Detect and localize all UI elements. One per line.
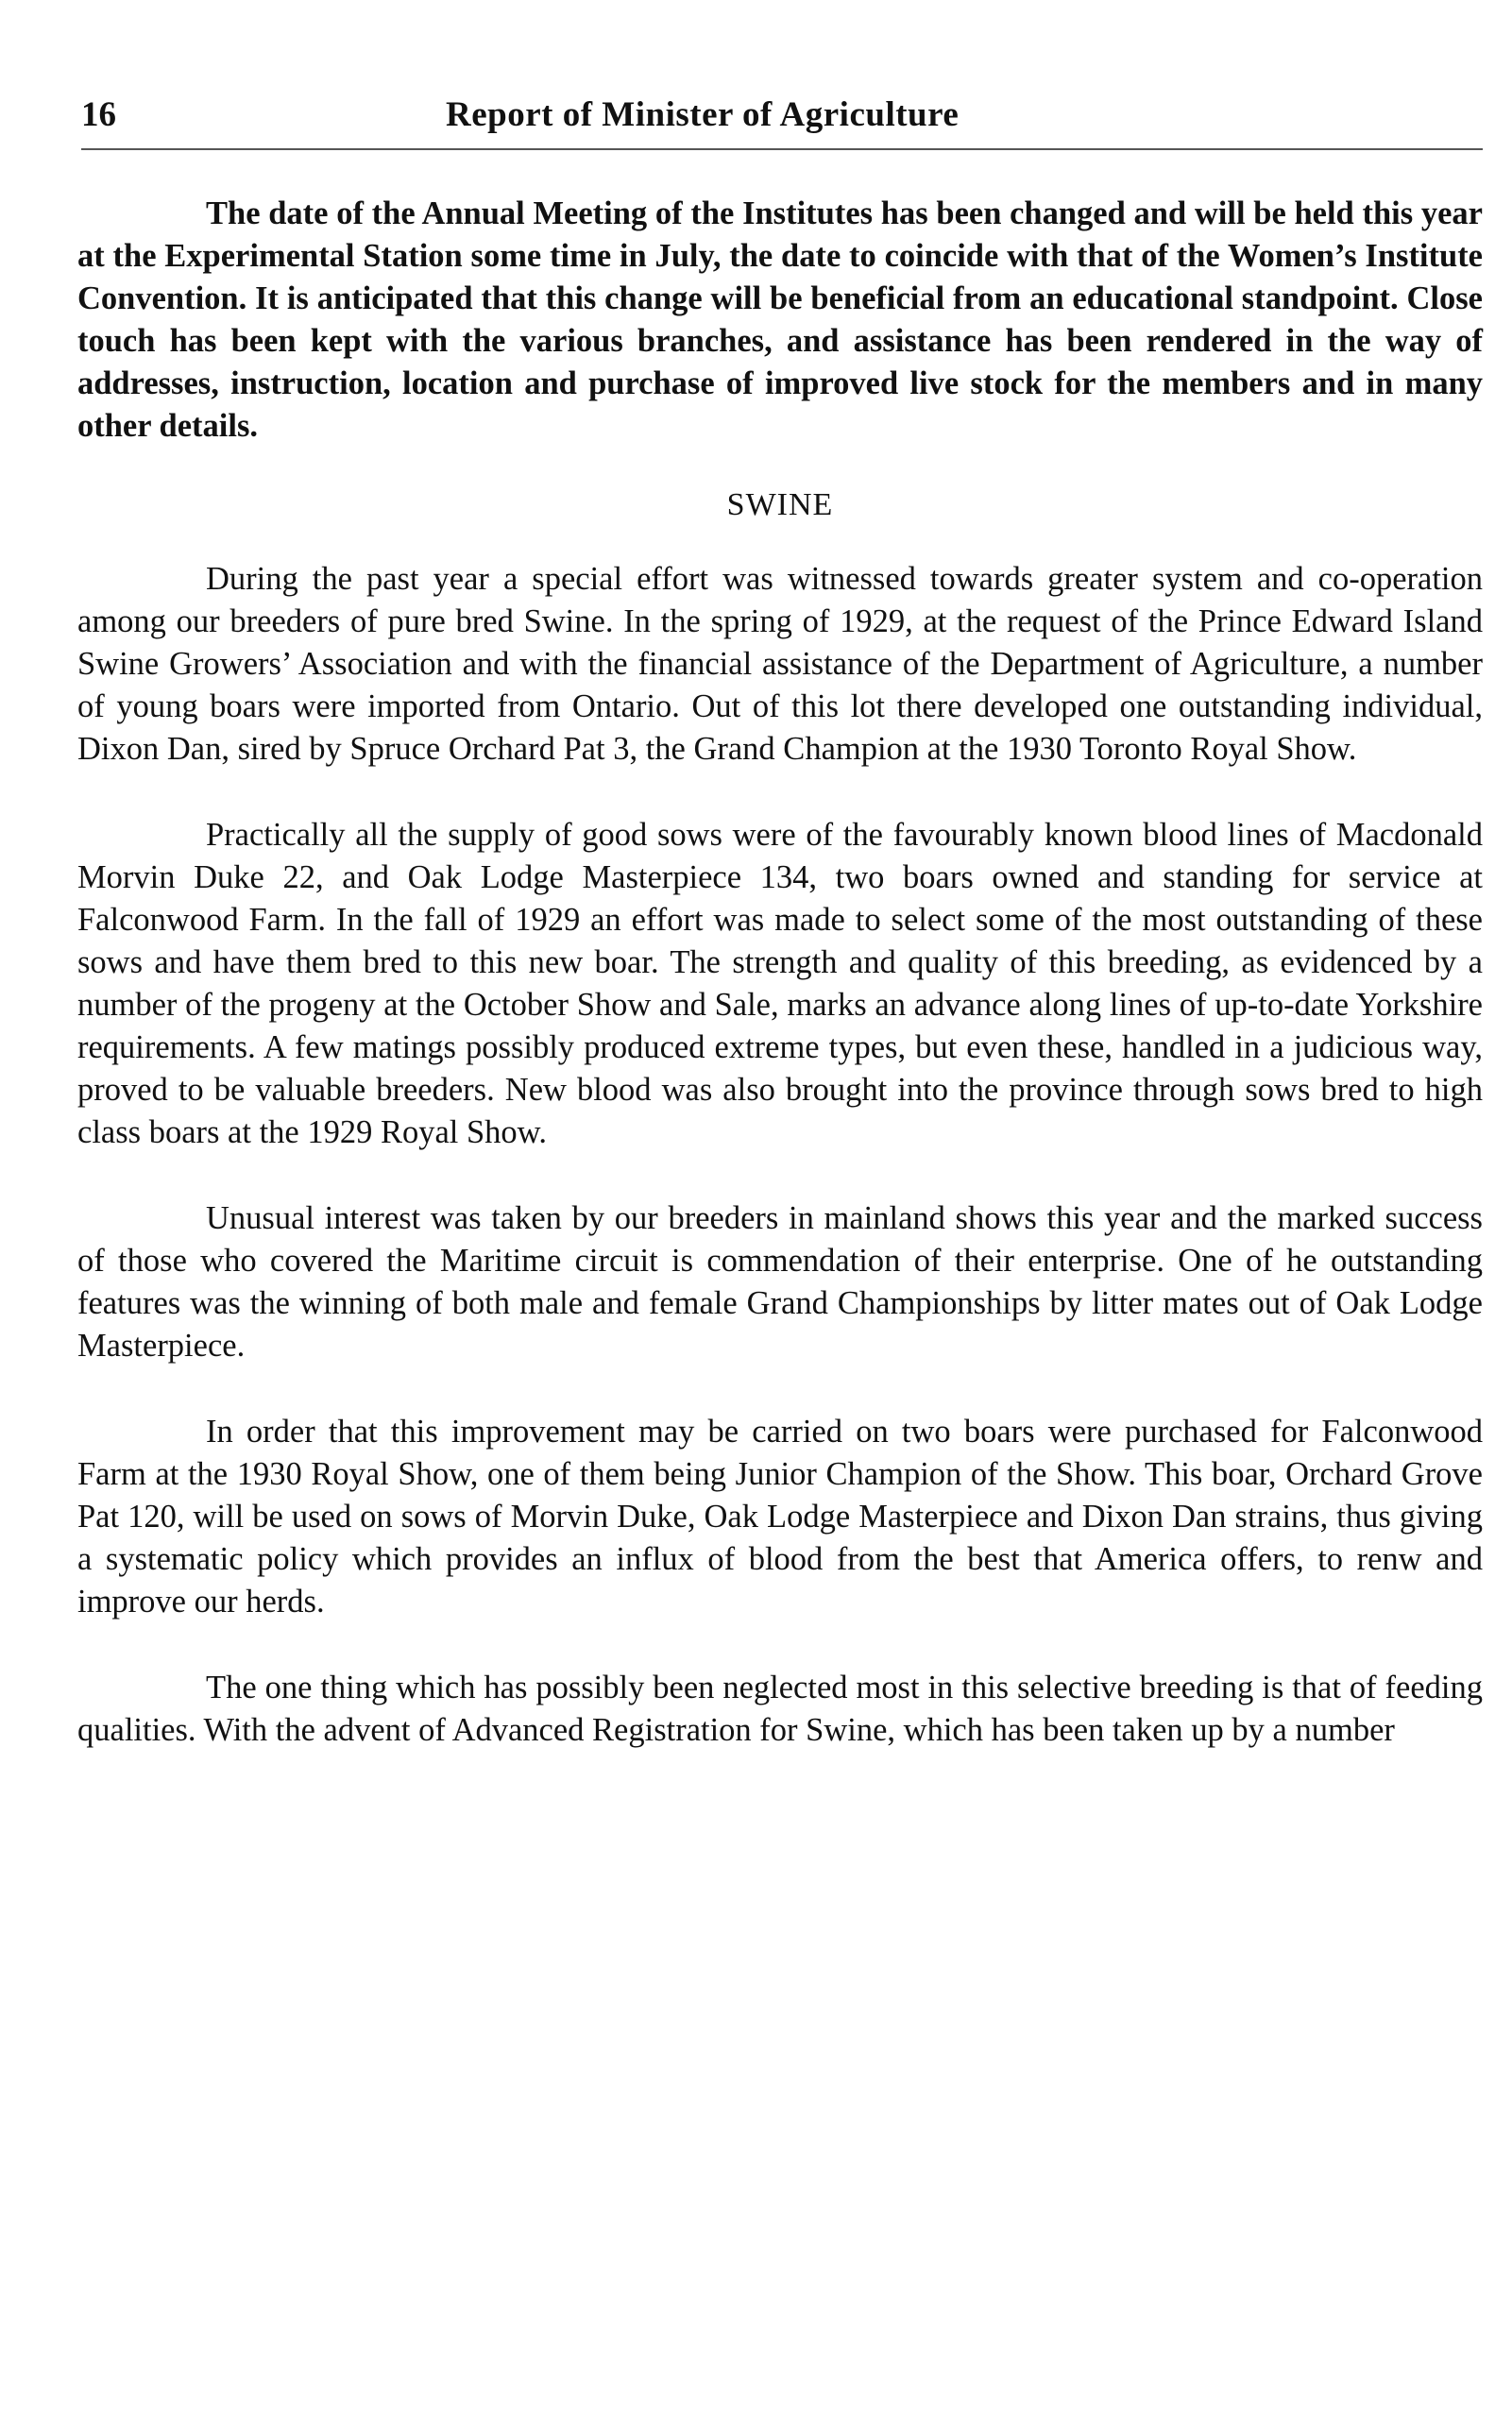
paragraph-special-effort: During the past year a special effort was witnessed towards greater system and co-operation among our breeders of pure bred Swine. In the spring of 1929, at the request of the Prince Edward Island Swine Growers’ Association and with the financial assistance of the Department of Agriculture, a number of young boars were imported from Ontario. Out of this lot there developed one outstanding individual, Dixon Dan, sired by Spruce Orchard Pat 3, the Grand Champion at the 1930 Toronto Royal Show. bbox=[77, 561, 1483, 767]
page-header bbox=[81, 87, 1479, 144]
section-heading-swine: SWINE bbox=[726, 487, 834, 522]
paragraph-feeding-qualities: The one thing which has possibly been neglected most in this selective breeding is that of feeding qualities. With the advent of Advanced Registration for Swine, which has been taken up by a number bbox=[77, 1670, 1483, 1748]
running-title: Report of Minister of Agriculture bbox=[446, 95, 960, 134]
paragraph-blood-lines: Practically all the supply of good sows were of the favourably known blood lines of Macdonald Morvin Duke 22, and Oak Lodge Masterpiece 134, two boars owned and standing for service at Falconwood Farm. In the fall of 1929 an effort was made to select some of the most outstanding of these sows and have them bred to this new boar. The strength and quality of this breeding, as evidenced by a number of the progeny at the October Show and Sale, marks an advance along lines of up-to-date Yorkshire requirements. A few matings possibly produced extreme types, but even these, handled in a judicious way, proved to be valuable breeders. New blood was also brought into the province through sows bred to high class boars at the 1929 Royal Show. bbox=[77, 817, 1483, 1150]
paragraph-mainland-shows: Unusual interest was taken by our breeders in mainland shows this year and the marked success of those who covered the Maritime circuit is commendation of their enterprise. One of he outstanding features was the winning of both male and female Grand Championships by litter mates out of Oak Lodge Masterpiece. bbox=[77, 1200, 1483, 1364]
paragraph-improvement: In order that this improvement may be carried on two boars were purchased for Falconwood Farm at the 1930 Royal Show, one of them being Junior Champion of the Show. This boar, Orchard Grove Pat 120, will be used on sows of Morvin Duke, Oak Lodge Masterpiece and Dixon Dan strains, thus giving a systematic policy which provides an influx of blood from the best that America offers, to renw and improve our herds. bbox=[77, 1414, 1483, 1620]
page-number: 16 bbox=[81, 95, 116, 134]
header-rule bbox=[81, 148, 1483, 150]
paragraph-institutes-meeting: The date of the Annual Meeting of the Institutes has been changed and will be held this year at the Experimental Station some time in July, the date to coincide with that of the Women’s Institute Convention. It is anticipated that this change will be beneficial from an educational standpoint. Close touch has been kept with the various branches, and assistance has been rendered in the way of addresses, instruction, location and purchase of improved live stock for the members and in many other details. bbox=[77, 195, 1483, 444]
body-text bbox=[77, 193, 1483, 1752]
